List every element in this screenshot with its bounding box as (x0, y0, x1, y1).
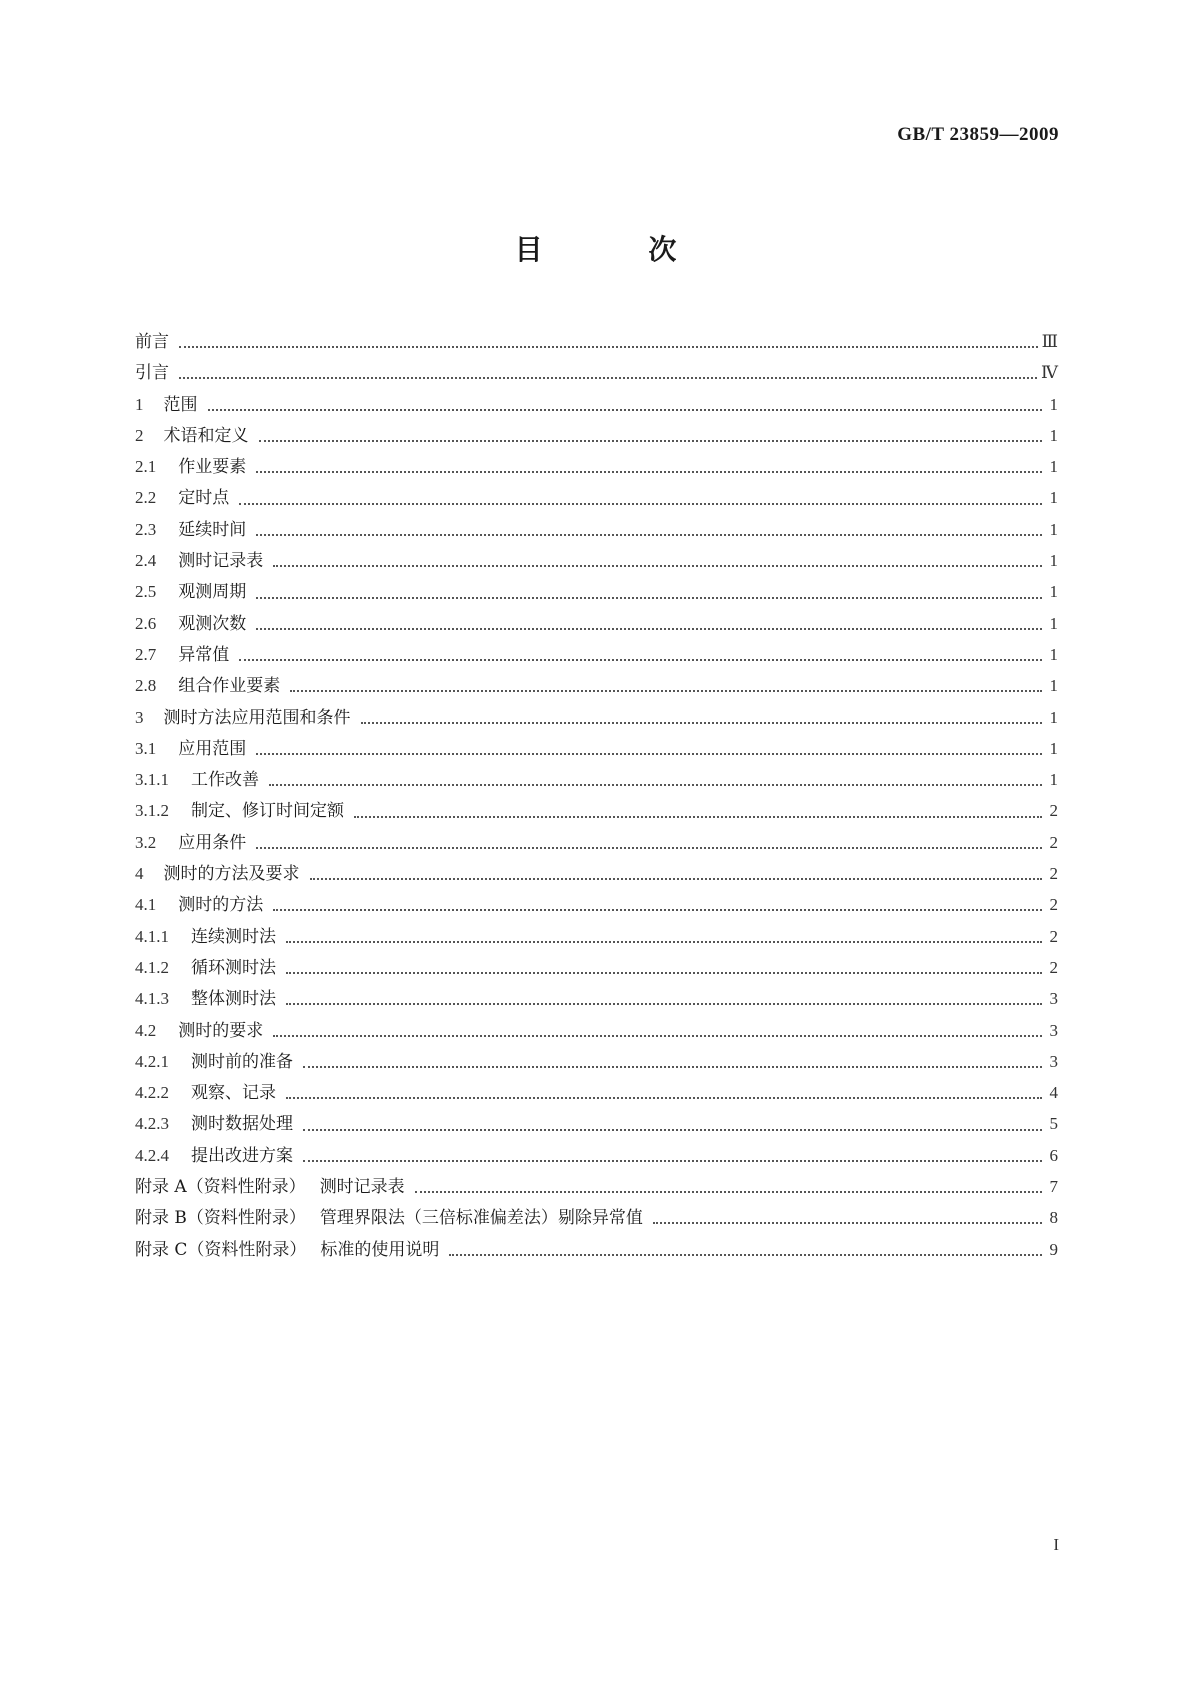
toc-leader-dots (273, 908, 1042, 911)
toc-entry-title: 工作改善 (191, 770, 259, 791)
toc-entry[interactable] (135, 357, 1058, 388)
toc-entry-page: 2 (1049, 832, 1058, 852)
toc-entry-page: 7 (1049, 1177, 1058, 1197)
toc-leader-dots (208, 408, 1043, 411)
toc-entry-title: 异常值 (178, 644, 230, 665)
toc-leader-dots (256, 533, 1042, 536)
toc-entry-number: 3.2 (135, 832, 157, 852)
toc-leader-dots (239, 658, 1042, 661)
toc-entry-page: Ⅲ (1041, 332, 1058, 351)
toc-entry[interactable] (135, 1108, 1058, 1139)
toc-entry-page: 5 (1049, 1114, 1058, 1134)
toc-entry-number: 4.1 (135, 895, 157, 915)
toc-leader-dots (179, 345, 1038, 348)
toc-entry-page: 4 (1049, 1083, 1058, 1103)
toc-entry[interactable] (135, 702, 1058, 733)
toc-entry-page: 6 (1049, 1145, 1058, 1165)
toc-entry-number: 4.2.4 (135, 1145, 169, 1165)
toc-entry-title: 组合作业要素 (178, 676, 281, 697)
toc-entry-page: 1 (1049, 551, 1058, 571)
toc-entry[interactable] (135, 1077, 1058, 1108)
toc-entry-page: 1 (1049, 457, 1058, 477)
toc-entry-number: 4.1.2 (135, 957, 169, 977)
toc-entry[interactable] (135, 1140, 1058, 1171)
toc-entry-title: 范围 (163, 394, 198, 415)
toc-entry-title: 术语和定义 (163, 425, 249, 446)
toc-entry-number: 2.1 (135, 457, 157, 477)
toc-entry-number: 2.5 (135, 582, 157, 602)
toc-entry-title: 测时的要求 (178, 1020, 264, 1041)
toc-entry-title: 延续时间 (178, 519, 247, 540)
toc-entry-page: 2 (1049, 864, 1058, 884)
toc-entry-title: 观测周期 (178, 582, 247, 603)
toc-entry[interactable] (135, 827, 1058, 858)
toc-leader-dots (256, 752, 1042, 755)
toc-entry-title: 前言 (135, 332, 169, 352)
toc-leader-dots (310, 877, 1043, 880)
toc-entry-number: 4.2 (135, 1020, 157, 1040)
toc-leader-dots (239, 502, 1042, 505)
toc-entry-number: 3.1 (135, 738, 157, 758)
toc-leader-dots (273, 1034, 1042, 1037)
toc-entry[interactable] (135, 482, 1058, 513)
toc-leader-dots (256, 470, 1042, 473)
table-of-contents (135, 326, 1058, 1265)
toc-entry[interactable] (135, 389, 1058, 420)
toc-entry-title: 测时数据处理 (191, 1114, 293, 1135)
toc-leader-dots (303, 1128, 1042, 1131)
page-number: I (1053, 1535, 1059, 1554)
toc-entry-title: 测时记录表 (319, 1177, 405, 1198)
toc-entry-title: 测时前的准备 (191, 1051, 293, 1072)
toc-entry-number: 4 (135, 864, 144, 884)
toc-leader-dots (256, 627, 1042, 630)
toc-leader-dots (286, 971, 1042, 974)
toc-entry[interactable] (135, 733, 1058, 764)
toc-entry[interactable] (135, 952, 1058, 983)
toc-entry-number: 附录 C（资料性附录） (135, 1239, 307, 1260)
toc-entry-title: 引言 (135, 363, 169, 384)
toc-entry[interactable] (135, 608, 1058, 639)
toc-entry-page: 2 (1049, 895, 1058, 915)
toc-leader-dots (653, 1221, 1042, 1224)
toc-entry[interactable] (135, 639, 1058, 670)
toc-entry-number: 1 (135, 394, 144, 414)
toc-leader-dots (286, 1096, 1042, 1099)
toc-entry-number: 2.2 (135, 488, 157, 508)
toc-entry-title: 连续测时法 (191, 926, 276, 947)
toc-entry-number: 2.7 (135, 644, 157, 664)
toc-entry-title: 测时记录表 (178, 551, 264, 572)
toc-leader-dots (354, 815, 1042, 818)
toc-leader-dots (179, 376, 1037, 379)
page-title: 目 次 (514, 233, 725, 266)
toc-entry-page: 1 (1049, 488, 1058, 508)
standard-code: GB/T 23859—2009 (897, 124, 1059, 145)
toc-entry-number: 2.4 (135, 551, 157, 571)
toc-entry-number: 4.2.1 (135, 1051, 169, 1071)
toc-entry-number: 附录 A（资料性附录） (135, 1177, 306, 1198)
toc-entry-number: 4.2.2 (135, 1083, 169, 1103)
toc-entry-page: 1 (1049, 770, 1058, 790)
toc-entry[interactable] (135, 420, 1058, 451)
toc-entry-page: 2 (1049, 957, 1058, 977)
toc-entry-page: Ⅳ (1041, 363, 1058, 383)
toc-entry[interactable] (135, 889, 1058, 920)
toc-entry-number: 2.6 (135, 613, 157, 633)
toc-entry[interactable] (135, 921, 1058, 952)
toc-entry[interactable] (135, 670, 1058, 701)
toc-entry[interactable] (135, 514, 1058, 545)
toc-entry-title: 定时点 (178, 488, 230, 509)
toc-entry-page: 3 (1049, 989, 1058, 1009)
toc-leader-dots (269, 783, 1042, 786)
toc-entry-title: 观测次数 (178, 613, 247, 634)
toc-entry-number: 附录 B（资料性附录） (135, 1208, 306, 1229)
toc-leader-dots (361, 721, 1043, 724)
toc-entry[interactable] (135, 1234, 1058, 1265)
toc-entry[interactable] (135, 1202, 1058, 1233)
toc-entry-page: 1 (1049, 582, 1058, 602)
toc-entry-title: 提出改进方案 (191, 1145, 293, 1166)
toc-entry[interactable] (135, 326, 1058, 357)
toc-leader-dots (290, 689, 1042, 692)
toc-entry-title: 测时方法应用范围和条件 (163, 707, 351, 728)
toc-entry-page: 3 (1049, 1051, 1058, 1071)
toc-entry[interactable] (135, 983, 1058, 1014)
toc-entry-title: 测时的方法 (178, 895, 264, 916)
toc-leader-dots (256, 596, 1042, 599)
toc-entry-number: 3.1.1 (135, 770, 169, 790)
toc-entry-number: 4.1.1 (135, 926, 169, 946)
toc-entry-page: 1 (1049, 425, 1058, 445)
toc-entry-page: 3 (1049, 1020, 1058, 1040)
toc-entry[interactable] (135, 545, 1058, 576)
toc-entry[interactable] (135, 858, 1058, 889)
toc-entry-page: 1 (1049, 394, 1058, 414)
toc-entry-number: 2.3 (135, 519, 157, 539)
toc-leader-dots (449, 1253, 1042, 1256)
toc-entry[interactable] (135, 795, 1058, 826)
toc-entry-title: 测时的方法及要求 (163, 864, 300, 885)
toc-entry-title: 作业要素 (178, 457, 247, 478)
toc-entry-page: 2 (1049, 801, 1058, 821)
toc-entry[interactable] (135, 1015, 1058, 1046)
toc-leader-dots (256, 846, 1042, 849)
toc-entry-number: 3 (135, 707, 144, 727)
toc-leader-dots (273, 564, 1042, 567)
toc-entry-page: 2 (1049, 926, 1058, 946)
toc-entry-title: 应用范围 (178, 738, 247, 759)
toc-leader-dots (303, 1065, 1042, 1068)
toc-leader-dots (259, 439, 1043, 442)
toc-entry-title: 管理界限法（三倍标准偏差法）剔除异常值 (319, 1208, 643, 1229)
toc-leader-dots (415, 1190, 1042, 1193)
toc-entry[interactable] (135, 1046, 1058, 1077)
toc-leader-dots (303, 1159, 1042, 1162)
toc-entry-page: 1 (1049, 644, 1058, 664)
toc-entry-page: 1 (1049, 613, 1058, 633)
toc-entry-page: 1 (1049, 519, 1058, 539)
toc-entry[interactable] (135, 764, 1058, 795)
toc-entry-title: 循环测时法 (191, 957, 276, 978)
toc-entry-number: 2 (135, 425, 144, 445)
toc-entry-title: 应用条件 (178, 832, 247, 853)
toc-entry-number: 2.8 (135, 676, 157, 696)
toc-entry-page: 9 (1049, 1239, 1058, 1259)
toc-leader-dots (286, 1002, 1042, 1005)
toc-entry-page: 8 (1049, 1208, 1058, 1228)
toc-entry[interactable] (135, 451, 1058, 482)
toc-entry-number: 4.2.3 (135, 1114, 169, 1134)
toc-entry-number: 3.1.2 (135, 801, 169, 821)
toc-entry-page: 1 (1049, 707, 1058, 727)
toc-entry-number: 4.1.3 (135, 989, 169, 1009)
toc-entry-title: 制定、修订时间定额 (191, 801, 344, 822)
toc-leader-dots (286, 940, 1042, 943)
toc-entry-title: 标准的使用说明 (320, 1239, 440, 1260)
toc-entry-page: 1 (1049, 676, 1058, 696)
toc-entry-title: 整体测时法 (191, 989, 276, 1010)
toc-entry-page: 1 (1049, 738, 1058, 758)
toc-entry[interactable] (135, 576, 1058, 607)
toc-entry-title: 观察、记录 (191, 1083, 276, 1104)
toc-entry[interactable] (135, 1171, 1058, 1202)
